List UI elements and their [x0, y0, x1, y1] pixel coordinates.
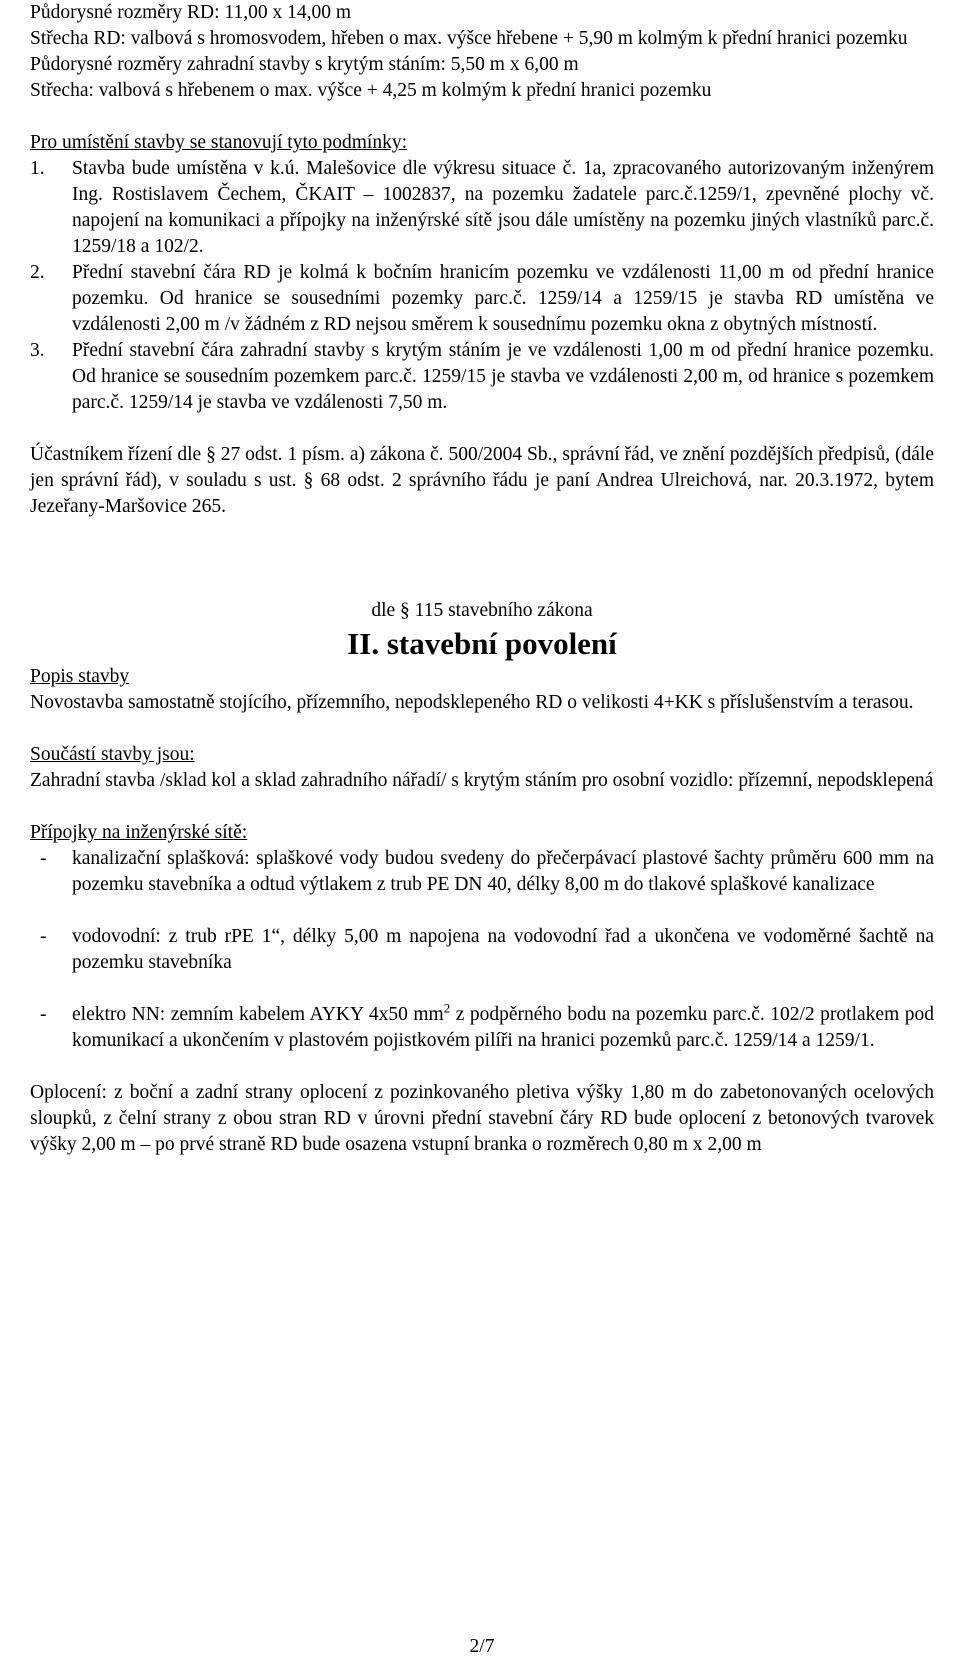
description-text: Novostavba samostatně stojícího, přízemního, nepodsklepeného RD o velikosti 4+KK s příslušenstvím a terasou.: [30, 692, 914, 713]
condition-text: Přední stavební čára zahradní stavby s krytým stáním je ve vzdálenosti 1,00 m od přední hranice pozemku. Od hranice se sousedním pozemkem parc.č. 1259/15 je stavba ve vzdálenosti 2,00 m, od hranice s pozemkem parc.č. 1259/14 je stavba ve vzdálenosti 7,50 m.: [72, 340, 934, 413]
utility-item-electro: [30, 1002, 934, 1054]
parts-text: Zahradní stavba /sklad kol a sklad zahradního nářadí/ s krytým stáním pro osobní vozidlo: přízemní, nepodsklepená: [30, 770, 934, 791]
utility-text: kanalizační splašková: splaškové vody budou svedeny do přečerpávací plastové šachty průměru 600 mm na pozemku stavebníka a odtud výtlakem z trub PE DN 40, délky 8,00 m do tlakové splaškové kanalizace: [72, 848, 934, 895]
intro-line-4: Střecha: valbová s hřebenem o max. výšce + 4,25 m kolmým k přední hranici pozemku: [30, 80, 712, 101]
conditions-list: [30, 156, 934, 416]
condition-item: [30, 156, 934, 260]
section-title: II. stavební povolení: [347, 626, 617, 661]
document-page: [30, 0, 934, 1657]
conditions-heading: Pro umístění stavby se stanovují tyto podmínky:: [30, 132, 407, 153]
intro-line-2: Střecha RD: valbová s hromosvodem, hřeben o max. výšce hřebene + 5,90 m kolmým k přední hranici pozemku: [30, 28, 908, 49]
condition-text: Stavba bude umístěna v k.ú. Malešovice dle výkresu situace č. 1a, zpracovaného autorizovaným inženýrem Ing. Rostislavem Čechem, ČKAIT – 1002837, na pozemku žadatele parc.č.1259/1, zpevněné plochy vč. napojení na komunikaci a přípojky na inženýrské sítě jsou dále umístěny na pozemku jiných vlastníků parc.č. 1259/18 a 102/2.: [72, 158, 934, 257]
fence-paragraph: Oplocení: z boční a zadní strany oplocení z pozinkovaného pletiva výšky 1,80 m do zabetonovaných ocelových sloupků, z čelní strany z obou stran RD v úrovni přední stavební čáry RD bude oplocení z betonových tvarovek výšky 2,00 m – po prvé straně RD bude osazena vstupní branka o rozměrech 0,80 m x 2,00 m: [30, 1082, 934, 1155]
intro-line-3: Půdorysné rozměry zahradní stavby s krytým stáním: 5,50 m x 6,00 m: [30, 54, 579, 75]
condition-number: 2.: [30, 262, 45, 283]
condition-item: [30, 338, 934, 416]
section-pretitle: dle § 115 stavebního zákona: [371, 600, 593, 621]
parts-heading: Součástí stavby jsou:: [30, 744, 195, 765]
page-number: 2/7: [469, 1636, 495, 1657]
utility-text-before: elektro NN: zemním kabelem AYKY 4x50 mm: [72, 1004, 444, 1025]
condition-number: 1.: [30, 158, 45, 179]
dash-marker: -: [40, 1004, 47, 1025]
utility-text-after: z podpěrného bodu na pozemku parc.č. 102/2 protlakem pod komunikací a ukončením v plastovém pojistkovém pilíři na hranici pozemků parc.č. 1259/14 a 1259/1.: [72, 1004, 934, 1051]
utility-item-water: [30, 924, 934, 976]
condition-text: Přední stavební čára RD je kolmá k bočním hranicím pozemku ve vzdálenosti 11,00 m od přední hranice pozemku. Od hranice se sousedními pozemky parc.č. 1259/14 a 1259/15 je stavba RD umístěna ve vzdálenosti 2,00 m /v žádném z RD nejsou směrem k sousednímu pozemku okna z obytných místností.: [72, 262, 934, 335]
utilities-heading: Přípojky na inženýrské sítě:: [30, 822, 248, 843]
intro-line-1: Půdorysné rozměry RD: 11,00 x 14,00 m: [30, 2, 351, 23]
utility-item-sewer: [30, 846, 934, 898]
participant-paragraph: Účastníkem řízení dle § 27 odst. 1 písm. a) zákona č. 500/2004 Sb., správní řád, ve znění pozdějších předpisů, (dále jen správní řád), v souladu s ust. § 68 odst. 2 správního řádu je paní Andrea Ulreichová, nar. 20.3.1972, bytem Jezeřany-Maršovice 265.: [30, 444, 934, 517]
utility-text: vodovodní: z trub rPE 1“, délky 5,00 m napojena na vodovodní řad a ukončena ve vodoměrné šachtě na pozemku stavebníka: [72, 926, 934, 973]
superscript: 2: [443, 1000, 451, 1016]
description-heading: Popis stavby: [30, 666, 130, 687]
dash-marker: -: [40, 848, 47, 869]
dash-marker: -: [40, 926, 47, 947]
condition-item: [30, 260, 934, 338]
condition-number: 3.: [30, 340, 45, 361]
